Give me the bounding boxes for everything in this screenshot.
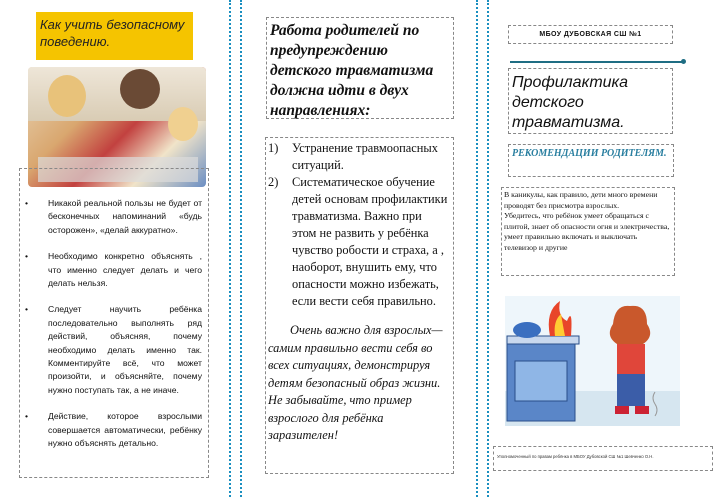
section-heading: Работа родителей по предупреждению детского травматизма должна идти в двух направлениях: [266, 17, 454, 119]
school-name: МБОУ ДУБОВСКАЯ СШ №1 [508, 25, 673, 44]
advice-text: В каникулы, как правило, дети много времени проводят без присмотра взрослых. [504, 190, 658, 210]
fold-line [240, 0, 242, 497]
brochure-title: Профилактика детского травматизма. [508, 68, 673, 134]
divider [510, 61, 683, 63]
tip-item: • Следует научить ребёнка последовательно выполнять ряд действий, объясняя, почему необходимо делать именно так. Комментируйте всё, что может произойти, и объясняйте, почему нужно поступать так, а не иначе. [26, 303, 202, 397]
safety-tips-box [19, 168, 209, 478]
tip-item: • Необходимо конкретно объяснять , что именно следует делать и чего делать нельзя. [26, 250, 202, 290]
direction-item: 1) Устранение травмоопасных ситуаций. [268, 141, 438, 172]
recommendations-heading: РЕКОМЕНДАЦИИ РОДИТЕЛЯМ. [508, 144, 674, 177]
tip-item: • Никакой реальной пользы не будет от бесконечных напоминаний «будь осторожен», «делай аккуратно». [26, 197, 202, 237]
kitchen-illustration [505, 296, 680, 426]
footer-credit: Уполномоченный по правам ребёнка в МБОУ Дубовской СШ №1 Шевченко О.Н. [493, 446, 713, 471]
parent-note: Очень важно для взрослых—самим правильно вести себя во всех ситуациях, демонстрируя детям безопасный образ жизни. Не забывайте, что пример взрослого для ребёнка заразителен! [268, 323, 443, 442]
fold-line [229, 0, 231, 497]
fold-line [487, 0, 489, 497]
directions-box [265, 137, 454, 474]
tip-item: • Действие, которое взрослыми совершается автоматически, ребёнку нужно объяснять детально. [26, 410, 202, 450]
direction-item: 2) Систематическое обучение детей основам профилактики травматизма. Важно при этом не развить у ребёнка чувство робости и страха, а , наоборот, внушить ему, что опасности можно избежать, если вести себя правильно. [268, 175, 448, 308]
advice-box [501, 187, 675, 276]
advice-text: Убедитесь, что ребёнок умеет обращаться с плитой, знает об опасности огня и электричества, умеет правильно включать и выключать телевизор и другие [504, 211, 670, 252]
topic-label: Как учить безопасному поведению. [36, 12, 193, 60]
fold-line [476, 0, 478, 497]
